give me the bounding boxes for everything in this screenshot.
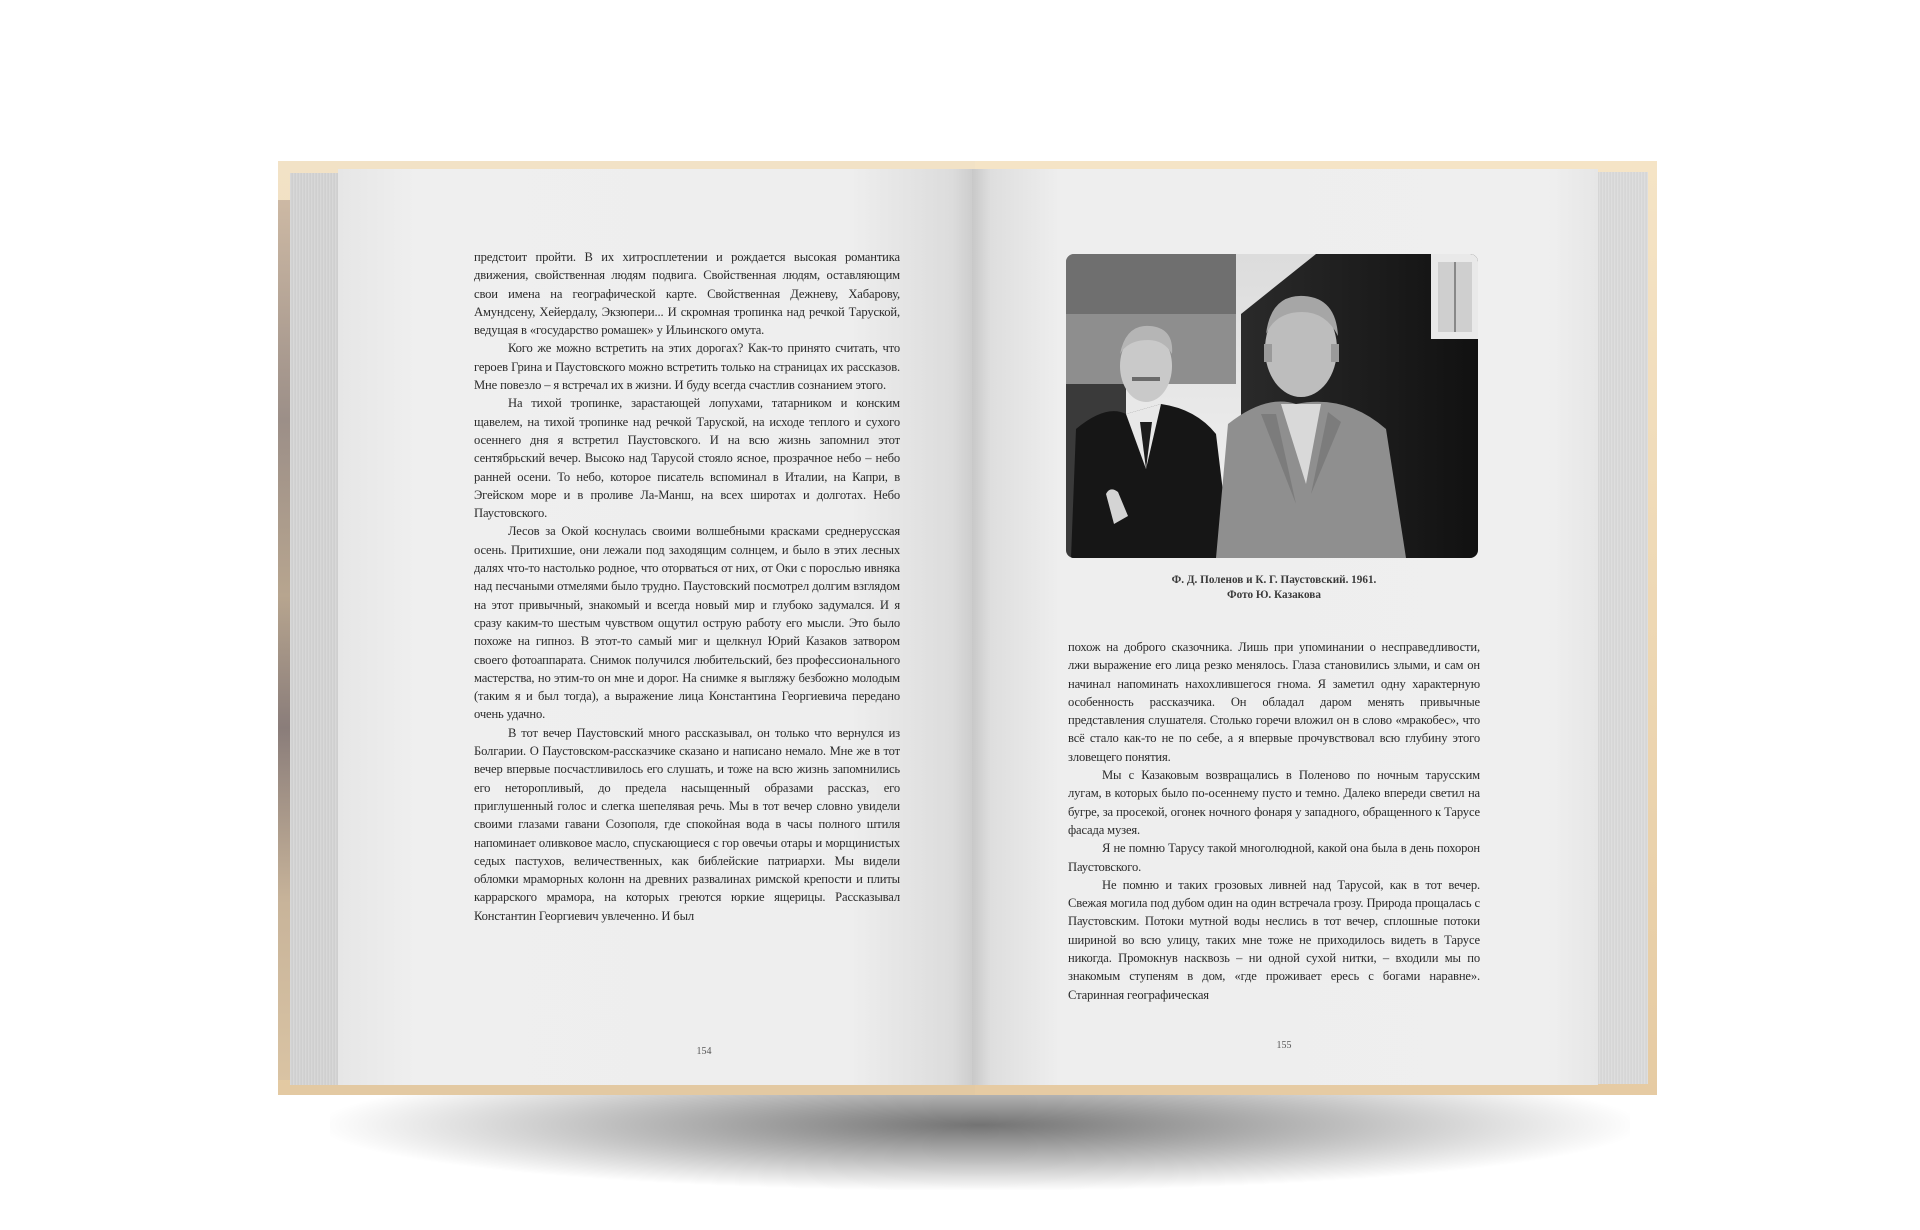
paragraph: Мы с Казаковым возвращались в Поленово по ночным тарусским лугам, в которых было по-осеннему пусто и темно. Далеко впереди светил на бугре, за просекой, огонек ночного фонаря у западного, обращенного к Тарусе фасада музея. xyxy=(1068,768,1480,837)
page-edges-right xyxy=(1590,172,1648,1084)
photo-caption xyxy=(1068,573,1480,603)
paragraph: В тот вечер Паустовский много рассказывал, он только что вернулся из Болгарии. О Паустовском-рассказчике сказано и написано немало. Мне же в тот вечер впервые посчастливилось его слушать, и тоже на всю жизнь запомнились его неторопливый, до предела насыщенный образами рассказ, его приглушенный голос и слегка шепелявая речь. Мы в тот вечер словно увидели своими глазами гавани Созополя, где спокойная вода в часы полного штиля напоминает оливковое масло, спускающиеся с гор овечьи отары и морщинистых седых пастухов, величественных, как библейские патриархи. Мы видели обломки мраморных колонн на древних развалинах римской крепости и плиты каррарского мрамора, на которых греются юркие ящерицы. Рассказывал Константин Георгиевич увлеченно. И был xyxy=(474,725,900,923)
paragraph: предстоит пройти. В их хитросплетении и рождается высокая романтика движения, свойственная людям подвига. Свойственная людям, оставляющим свои имена на географической карте. Свойственная Дежневу, Хабарову, Амундсену, Хейердалу, Экзюпери... И скромная тропинка над речкой Таруской, ведущая в «государство ромашек» у Ильинского омута. xyxy=(474,250,900,338)
right-page xyxy=(972,169,1598,1085)
left-page xyxy=(338,169,978,1085)
photo xyxy=(1066,254,1478,558)
paragraph: Не помню и таких грозовых ливней над Тарусой, как в тот вечер. Свежая могила под дубом один на один встречала грозу. Природа прощалась с Паустовским. Потоки мутной воды неслись в тот вечер, сплошные потоки шириной во всю улицу, таких мне тоже не приходилось видеть в Тарусе никогда. Промокнув насквозь – ни одной сухой нитки, – входили мы по знакомым ступеням в дом, «где проживает ересь с богами наравне». Старинная географическая xyxy=(1068,877,1480,1002)
paragraph: похож на доброго сказочника. Лишь при упоминании о несправедливости, лжи выражение его лица резко менялось. Глаза становились злыми, и сам он начинал напоминать нахохлившегося гнома. Я заметил одну характерную особенность рассказчика. Он обладал даром менять привычные представления слушателя. Столько горечи вложил он в слово «мракобес», что всё стало как-то не по себе, а я впервые прочувствовал всю глубину этого зловещего понятия. xyxy=(1068,640,1480,764)
right-page-text xyxy=(1068,638,1480,1004)
caption-line: Фото Ю. Казакова xyxy=(1227,589,1321,601)
caption-line: Ф. Д. Поленов и К. Г. Паустовский. 1961. xyxy=(1171,574,1377,586)
left-page-text xyxy=(474,248,900,925)
paragraph: Кого же можно встретить на этих дорогах? Как-то принято считать, что героев Грина и Паустовского можно встретить только на страницах их рассказов. Мне повезло – я встречал их в жизни. И буду всегда счастлив сознанием этого. xyxy=(474,341,900,393)
page-number: 154 xyxy=(696,1046,712,1057)
page-number: 155 xyxy=(1276,1040,1292,1051)
paragraph: Лесов за Окой коснулась своими волшебными красками среднерусская осень. Притихшие, они лежали под заходящим солнцем, и было в этих лесных далях что-то настолько родное, что оторваться от них, от Оки с порослью ивняка над песчаными отмелями было трудно. Паустовский посмотрел долгим взглядом на этот привычный, знакомый и всегда новый мир и глубоко задумался. И я сразу каким-то шестым чувством ощутил острую работу его мысли. Это было похоже на гипноз. В этот-то самый миг и щелкнул Юрий Казаков затвором своего фотоаппарата. Снимок получился любительский, без профессионального мастерства, но этим-то он мне и дорог. На снимке я выгляжу безбожно молодым (таким я и был тогда), а выражение лица Константина Георгиевича передано очень удачно. xyxy=(474,524,900,722)
paragraph: Я не помню Тарусу такой многолюдной, какой она была в день похорон Паустовского. xyxy=(1068,841,1480,874)
page-edges-left xyxy=(290,173,342,1085)
paragraph: На тихой тропинке, зарастающей лопухами, татарником и конским щавелем, на тихой тропинке над речкой Таруской, на исходе теплого и сухого осеннего дня я встретил Паустовского. И на всю жизнь запомнил этот сентябрьский вечер. Высоко над Тарусой стояло ясное, прозрачное небо – небо ранней осени. То небо, которое писатель вспоминал в Италии, на Капри, в Эгейском море и в проливе Ла-Манш, на всех широтах и долготах. Небо Паустовского. xyxy=(474,396,900,521)
